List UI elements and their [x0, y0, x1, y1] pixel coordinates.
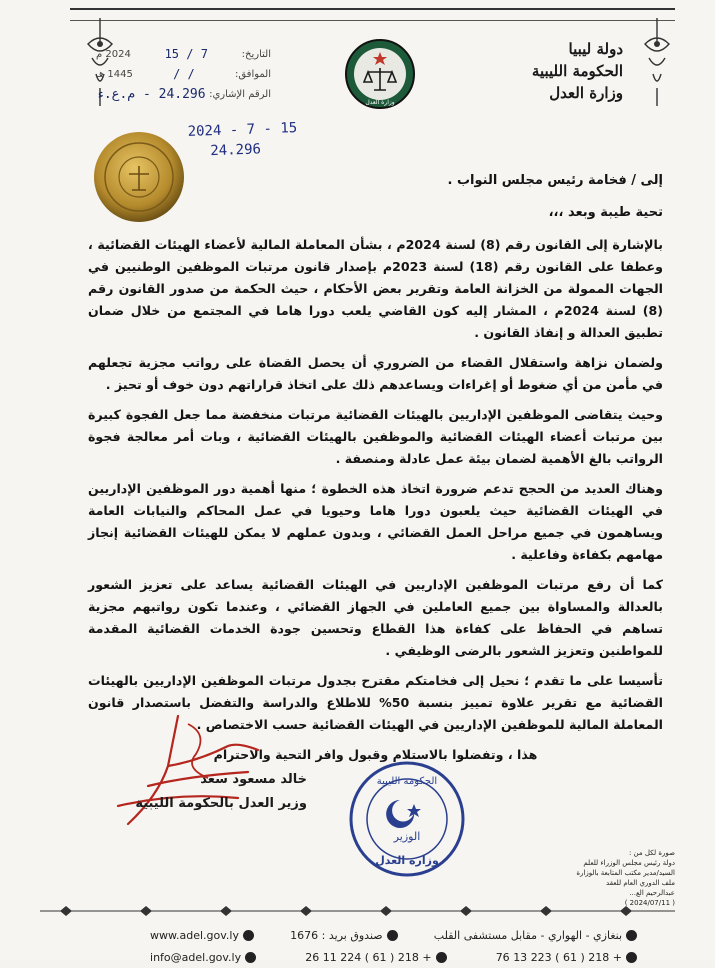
footer-email[interactable]: info@adel.gov.ly: [150, 951, 256, 964]
ministry-header: [532, 38, 623, 104]
location-icon: [626, 930, 637, 941]
globe-icon: [243, 930, 254, 941]
hijri-value: / /: [173, 67, 195, 81]
hijri-row: [96, 64, 271, 84]
top-border-rule: [70, 8, 675, 21]
paragraph-3: وحيث يتقاضى الموظفين الإداريين بالهيئات القضائية مرتبات منخفضة مما جعل الفجوة كبيرة بين مرتبات أعضاء الهيئات القضائية والموظفين بالهيئات القضائية ، وبات أمر معالجة فجوة الرواتب بالغ الأهمية لضمان بيئة عمل عادلة ومنصفة .: [88, 407, 663, 466]
mailbox-icon: [387, 930, 398, 941]
distribution-line: السيد/مدير مكتب المتابعة بالوزارة: [576, 869, 675, 877]
paragraph-2: ولضمان نزاهة واستقلال القضاء من الضروري أن يحصل القضاة على رواتب مجزية تجعلهم في مأمن من أي ضغوط أو إغراءات ويساعدهم ذلك على اتخاذ قراراتهم دون خوف أو تحيز .: [88, 355, 663, 392]
date-year: 2024 م: [96, 48, 131, 60]
right-ornament-icon: [635, 14, 679, 110]
footer-row-2: [150, 946, 637, 968]
footer-contact: [150, 924, 637, 968]
reference-block: [96, 44, 271, 104]
paragraph-6: تأسيسا على ما تقدم ؛ نحيل إلى فخامتكم مقترح بجدول مرتبات الموظفين الإداريين بالهيئات القضائية مع تقرير علاوة تمييز بنسبة 50% للاطلاع والدراسة والتفضل باستصدار قانون المعاملة المالية للموظفين الإداريين في الهيئات القضائية حسب الاختصاص .: [88, 673, 663, 732]
ref-row: [96, 84, 271, 104]
footer-po-box: صندوق بريد : 1676: [290, 929, 397, 942]
distribution-line: ( 2024/07/11 ): [624, 899, 675, 907]
signatory-block: [135, 768, 307, 816]
footer-fax: + 218 ( 61 ) 224 11 26: [305, 951, 446, 964]
phone-icon: [626, 952, 637, 963]
distribution-line: ملف الدوري العام للعقد: [606, 879, 675, 887]
date-label: التاريخ:: [241, 48, 271, 60]
country-name: دولة ليبيا: [568, 40, 623, 58]
footer-ornament-icon: [40, 904, 675, 918]
handwritten-date: 2024 - 7 - 15: [187, 120, 298, 140]
official-seal-icon: [348, 760, 466, 878]
date-value: 7 / 15: [164, 47, 208, 61]
seal-top-text: الحكومة الليبية: [376, 776, 438, 787]
fax-icon: [436, 952, 447, 963]
logo-text: وزارة العدل: [365, 99, 395, 106]
footer-address: بنغازي - الهواري - مقابل مستشفى القلب: [434, 929, 637, 942]
distribution-line: عبدالرحيم الع...: [629, 889, 675, 897]
hijri-label: الموافق:: [234, 68, 271, 80]
hijri-year: 1445 هـ: [96, 68, 133, 80]
recipient-line: إلى / فخامة رئيس مجلس النواب .: [447, 173, 663, 188]
ministry-logo-icon: [344, 38, 416, 114]
distribution-line: دولة رئيس مجلس الوزراء للعلم: [583, 859, 675, 867]
seal-bottom-text: وزارة العدل: [375, 854, 439, 867]
letter-body: [88, 170, 663, 766]
signatory-title: وزير العدل بالحكومة الليبية: [135, 796, 307, 811]
ref-label: الرقم الإشاري:: [209, 88, 271, 100]
paragraph-5: كما أن رفع مرتبات الموظفين الإداريين في الهيئات القضائية يساعد على تعزيز الشعور بالعدالة والمساواة بين جميع العاملين في الجهاز القضائي ، وعندما تكون رواتبهم مجزية تساهم في الحفاظ على كفاءة هذا القطاع وتحسين جودة الخدمات القضائية المقدمة للمواطنين وتعزيز الشعور بالرضى الوظيفي .: [88, 577, 663, 658]
footer-row-1: [150, 924, 637, 946]
closing-line: هذا ، وتفضلوا بالاستلام وقبول وافر التحية والاحترام: [213, 747, 538, 762]
seal-center-text: الوزير: [393, 830, 421, 843]
signatory-name: خالد مسعود سعد: [200, 772, 307, 787]
email-icon: [245, 952, 256, 963]
paragraph-1: بالإشارة إلى القانون رقم (8) لسنة 2024م ، بشأن المعاملة المالية لأعضاء الهيئات القضائية ، وعطفا على القانون رقم (18) لسنة 2023م بإصدار قانون مرتبات الموظفين الوطنيين في الجهات الممولة من الخزانة العامة وتقرير بعض الأحكام ، حيث الحكمة من صدور القانون رقم (8) لسنة 2024م ، المشار إليه كون القاضي يلعب دورا هاما في المجتمع من خلال ضمان تطبيق العدالة و إنفاذ القانون .: [88, 237, 663, 340]
greeting-line: تحية طيبة وبعد ،،،: [548, 205, 663, 220]
handwritten-annotation: [187, 118, 298, 162]
footer-website[interactable]: www.adel.gov.ly: [150, 929, 254, 942]
handwritten-number: 24.296: [210, 141, 262, 160]
footer-phone: + 218 ( 61 ) 223 13 76: [496, 951, 637, 964]
distribution-list: [475, 848, 675, 908]
distribution-line: صورة لكل من :: [628, 849, 675, 857]
ref-value: 24.296 - م.ع.ء: [96, 86, 206, 102]
government-name: الحكومة الليبية: [531, 62, 623, 80]
paragraph-4: وهناك العديد من الحجج تدعم ضرورة اتخاذ هذه الخطوة ؛ منها أهمية دور الموظفين الإداريين في الهيئات القضائية حيث يلعبون دورا هاما وحيويا في عمل المحاكم والنيابات العامة ويساهمون في جميع مراحل العمل القضائي ، وبدون عملهم لا يمكن للهيئات القضائية إنجاز مهامهم بكفاءة وفاعلية .: [88, 481, 663, 562]
date-row: [96, 44, 271, 64]
ministry-name: وزارة العدل: [549, 84, 623, 102]
